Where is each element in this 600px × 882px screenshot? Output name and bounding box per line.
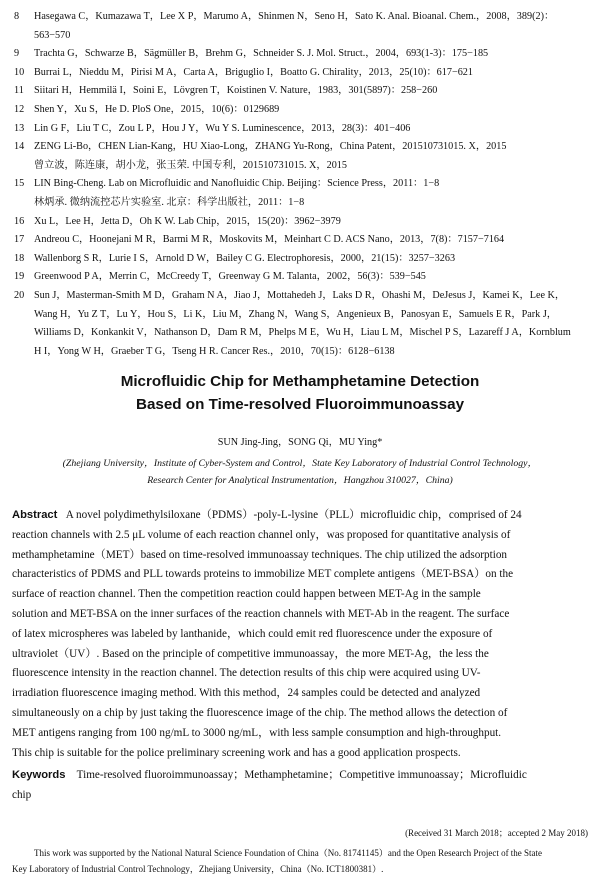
reference-number: 8 [14,11,20,22]
reference-text [34,250,592,269]
keywords-label: Keywords [12,769,66,781]
reference-text [34,268,592,287]
abstract-label: Abstract [12,509,58,521]
reference-text-line: Burrai L，Nieddu M，Pirisi M A，Carta A，Briguglio I，Boatto G. Chirality，2013，25(10)：617−621 [34,66,473,78]
abstract-line: of latex microspheres was labeled by lanthanide，which could emit red fluorescence under the exposure of [12,627,493,640]
reference-text [34,213,592,232]
reference-text-line: Lin G F，Liu T C，Zou L P，Hou J Y，Wu Y S. Luminescence，2013，28(3)：401−406 [34,122,411,134]
reference-item [14,175,592,212]
reference-text-line: Andreou C，Hoonejani M R，Barmi M R，Moskovits M，Meinhart C D. ACS Nano，2013，7(8)：7157−7164 [34,234,505,246]
reference-text-line: 曾立波，陈连康，胡小龙，张玉荣. 中国专利，201510731015. X，2015 [34,159,347,171]
abstract-line: fluorescence intensity in the reaction channel. The detection results of this chip were acquired using UV- [12,667,481,680]
reference-text-line: Williams D，Konkankit V，Nathanson D，Dam R M，Phelps M E，Wu H，Liau L M，Mischel P S，Lazareff J A，Kornblum [34,327,571,339]
reference-number: 11 [14,85,24,97]
abstract-line: reaction channels with 2.5 μL volume of each reaction channel only，was proposed for quantitative analysis of [12,528,511,541]
reference-text [34,82,592,101]
reference-text-line: Shen Y，Xu S，He D. PloS One，2015，10(6)：0129689 [34,103,280,115]
reference-item [14,64,592,83]
keywords-text-line-1: Time-resolved fluoroimmunoassay；Methamphetamine；Competitive immunoassay；Microfluidic [76,769,527,781]
abstract-block [12,506,592,763]
reference-number: 17 [14,234,25,246]
affiliation-line-2: Research Center for Analytical Instrumentation，Hangzhou 310027，China) [147,475,453,486]
reference-item [14,45,592,64]
reference-text-line: LIN Bing-Cheng. Lab on Microfluidic and Nanofluidic Chip. Beijing：Science Press，2011：1−8 [34,178,440,190]
reference-number: 18 [14,252,25,264]
reference-text-line: 563−570 [34,29,71,41]
reference-text [34,231,592,250]
reference-text [34,45,592,64]
reference-text-line: ZENG Li-Bo，CHEN Lian-Kang，HU Xiao-Long，ZHANG Yu-Rong，China Patent，201510731015. X，2015 [34,141,507,153]
received-dates: (Received 31 March 2018；accepted 2 May 2018) [405,828,588,838]
author-list: SUN Jing-Jing，SONG Qi，MU Ying* [217,437,383,448]
abstract-line: simultaneously on a chip by just taking the fluorescence image of the chip. The method allows the detection of [12,706,508,719]
abstract-line [12,506,592,526]
reference-text-line: Siitari H，Hemmilä I，Soini E，Lövgren T，Koistinen V. Nature，1983，301(5897)：258−260 [34,85,438,97]
reference-number: 20 [14,289,25,301]
reference-text [34,120,592,139]
reference-number: 15 [14,178,25,190]
reference-item [14,213,592,232]
reference-text-line: Wallenborg S R，Lurie I S，Arnold D W，Bailey C G. Electrophoresis，2000，21(15)：3257−3263 [34,252,456,264]
reference-text-line: 林炳承. 微纳流控芯片实验室. 北京：科学出版社，2011：1−8 [34,196,305,208]
reference-text-line: Sun J，Masterman-Smith M D，Graham N A，Jiao J，Mottahedeh J，Laks D R，Ohashi M，DeJesus J，Kamei K，Lee K， [34,289,566,301]
reference-text [34,64,592,83]
reference-item [14,82,592,101]
abstract-line: surface of reaction channel. Then the competition reaction could happen between MET-Ag in the sample [12,588,481,601]
reference-text-line: Xu L，Lee H，Jetta D，Oh K W. Lab Chip，2015，15(20)：3962−3979 [34,215,341,227]
reference-text [34,287,592,361]
reference-item [14,250,592,269]
abstract-text: A novel polydimethylsiloxane（PDMS）-poly-L-lysine（PLL）microfluidic chip，comprised of 24 [65,509,522,521]
keywords-block [12,766,592,806]
abstract-line: characteristics of PDMS and PLL towards proteins to immobilize MET complete antigens（MET-BSA）on the [12,568,514,581]
reference-number: 10 [14,66,25,78]
paper-title-line-1: Microfluidic Chip for Methamphetamine Detection [120,373,480,390]
paper-title-line-2: Based on Time-resolved Fluoroimmunoassay [135,396,465,413]
reference-number: 13 [14,122,25,134]
reference-text [34,175,592,212]
reference-text-line: Trachta G，Schwarze B，Sägmüller B，Brehm G，Schneider S. J. Mol. Struct.，2004，693(1-3)：175−185 [34,48,489,60]
keywords-text-line-2: chip [12,788,32,801]
reference-item [14,101,592,120]
abstract-line: solution and MET-BSA on the inner surfaces of the reaction channels with MET-Ab in the reagent. The surface [12,607,510,620]
reference-item [14,120,592,139]
reference-text [34,8,592,45]
reference-number: 12 [14,103,25,115]
reference-text-line: Hasegawa C，Kumazawa T，Lee X P，Marumo A，Shinmen N，Seno H，Sato K. Anal. Bioanal. Chem.，2008，389(2)： [34,11,555,22]
funding-footnote [12,845,592,877]
reference-text-line: Wang H，Yu Z T，Lu Y，Hou S，Li K，Liu M，Zhang N，Wang S，Angenieux B，Panosyan E，Samuels E R，Park J， [34,308,557,320]
reference-item [14,287,592,361]
reference-number: 16 [14,215,25,227]
reference-item [14,8,592,45]
reference-list [14,8,592,361]
reference-number: 19 [14,271,25,283]
reference-number: 14 [14,141,25,153]
reference-item [14,231,592,250]
reference-text [34,101,592,120]
reference-item [14,138,592,175]
reference-item [14,268,592,287]
abstract-line: This chip is suitable for the police preliminary screening work and has a good application prospects. [12,746,461,759]
reference-text [34,138,592,175]
funding-footnote-line-1: This work was supported by the National Natural Science Foundation of China（No. 81741145）and the Open Research Project of the State [34,848,543,858]
abstract-line: irradiation fluorescence imaging method. With this method，24 samples could be detected and analyzed [12,687,481,700]
reference-text-line: Greenwood P A，Merrin C，McCreedy T，Greenway G M. Talanta，2002，56(3)：539−545 [34,271,426,283]
abstract-line: MET antigens ranging from 100 ng/mL to 3000 ng/mL，with less sample consumption and high-throughput. [12,726,502,739]
affiliation-line-1: (Zhejiang University，Institute of Cyber-System and Control，State Key Laboratory of Industrial Control Technology， [62,458,538,469]
abstract-line: ultraviolet（UV）. Based on the principle of competitive immunoassay，the more MET-Ag，the less the [12,647,489,660]
funding-footnote-line-2: Key Laboratory of Industrial Control Technology，Zhejiang University，China（No. ICT1800381）. [12,864,384,874]
reference-number: 9 [14,48,20,60]
abstract-line: methamphetamine（MET）based on time-resolved immunoassay techniques. The chip utilized the adsorption [12,548,508,561]
reference-text-line: H I，Yong W H，Graeber T G，Tseng H R. Cancer Res.，2010，70(15)：6128−6138 [34,345,395,357]
